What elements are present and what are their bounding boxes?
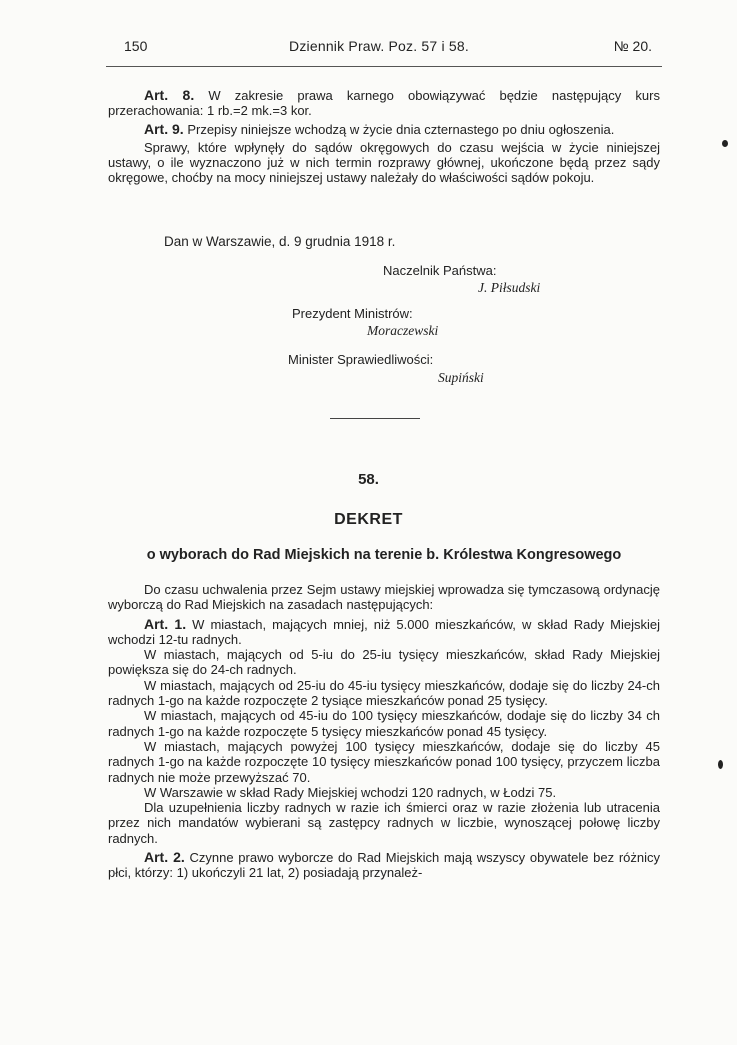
article-1-paragraph: W Warszawie w skład Rady Miejskiej wchodzi 120 radnych, w Łodzi 75. — [144, 784, 557, 800]
header-rule — [106, 66, 662, 67]
date-line: Dan w Warszawie, d. 9 grudnia 1918 r. — [164, 234, 396, 249]
article-label: Art. 2. — [144, 849, 185, 866]
article-1-paragraph: W miastach, mających od 45-iu do 100 tysięcy mieszkańców, dodaje się do liczby 34 ch radnych 1-go na każde rozpoczęte 5 tysięcy mieszkańców ponad 45 tysięcy. — [108, 708, 660, 739]
preamble: Do czasu uchwalenia przez Sejm ustawy miejskiej wprowadza się tymczasową ordynację wyborczą do Rad Miejskich na zasadach następujących: — [108, 582, 660, 613]
article-text: W miastach, mających mniej, niż 5.000 mieszkańców, w skład Rady Miejskiej wchodzi 12-tu radnych. — [108, 616, 660, 647]
page-number: 150 — [124, 38, 148, 54]
journal-title: Dziennik Praw. Poz. 57 i 58. — [289, 38, 469, 54]
signatory-name: Moraczewski — [367, 323, 439, 338]
article-label: Art. 8. — [144, 87, 195, 103]
issue-number: № 20. — [613, 38, 652, 54]
decree-body — [108, 582, 660, 881]
act-type: DEKRET — [334, 511, 403, 528]
article-9 — [108, 122, 660, 137]
article-label: Art. 9. — [144, 120, 184, 137]
section-divider — [330, 418, 420, 419]
article-1-paragraph: W miastach, mających od 25-iu do 45-iu tysięcy mieszkańców, dodaje się do liczby 24-ch radnych 1-go na każde rozpoczęte 2 tysiące mieszkańców ponad 25 tysięcy. — [108, 677, 660, 709]
article-text: Przepisy niniejsze wchodzą w życie dnia czternastego po dniu ogłoszenia. — [187, 121, 615, 137]
article-1-paragraph: W miastach, mających od 5-iu do 25-iu tysięcy mieszkańców, skład Rady Miejskiej powiększa się do 24-ch radnych. — [108, 647, 660, 678]
article-text: W zakresie prawa karnego obowiązywać będzie następujący kurs przerachowania: 1 rb.=2 mk.=3 kor. — [108, 88, 660, 119]
scan-speck — [718, 760, 723, 769]
article-8 — [108, 88, 660, 119]
article-1-paragraph: Dla uzupełnienia liczby radnych w razie ich śmierci oraz w razie złożenia lub utracenia przez nich mandatów wybierani są zastępcy radnych w liczbie, wynoszącej połowę liczby radnych. — [108, 800, 660, 846]
article-1 — [108, 617, 660, 648]
article-block-top — [108, 88, 660, 186]
signatory-role: Minister Sprawiedliwości: — [288, 352, 434, 367]
article-9-paragraph: Sprawy, które wpłynęły do sądów okręgowych do czasu wejścia w życie niniejszej ustawy, o ile wyznaczono już w nich termin rozprawy głównej, ukończone będą przez sądy okręgowe, choćby na mocy niniejszej ustawy należały do właściwości sądów pokoju. — [108, 139, 660, 186]
signatory-name: Supiński — [438, 370, 484, 385]
signatory-role: Prezydent Ministrów: — [292, 306, 413, 321]
signatory-role: Naczelnik Państwa: — [383, 263, 497, 278]
article-1-paragraph: W miastach, mających powyżej 100 tysięcy mieszkańców, dodaje się do liczby 45 radnych 1-go na każde rozpoczęte 10 tysięcy mieszkańców ponad 100 tysięcy, przyczem liczba radnych nie może przewyższać 70. — [108, 738, 660, 785]
page-header — [106, 38, 652, 60]
scan-speck — [722, 140, 728, 147]
article-text: Czynne prawo wyborcze do Rad Miejskich mają wszyscy obywatele bez różnicy płci, którzy: 1) ukończyli 21 lat, 2) posiadają przynależ- — [108, 850, 660, 881]
article-2 — [108, 850, 660, 881]
act-number: 58. — [358, 471, 379, 488]
act-subject: o wyborach do Rad Miejskich na terenie b. Królestwa Kongresowego — [146, 547, 622, 563]
article-label: Art. 1. — [144, 615, 187, 632]
signatory-name: J. Piłsudski — [478, 280, 541, 295]
